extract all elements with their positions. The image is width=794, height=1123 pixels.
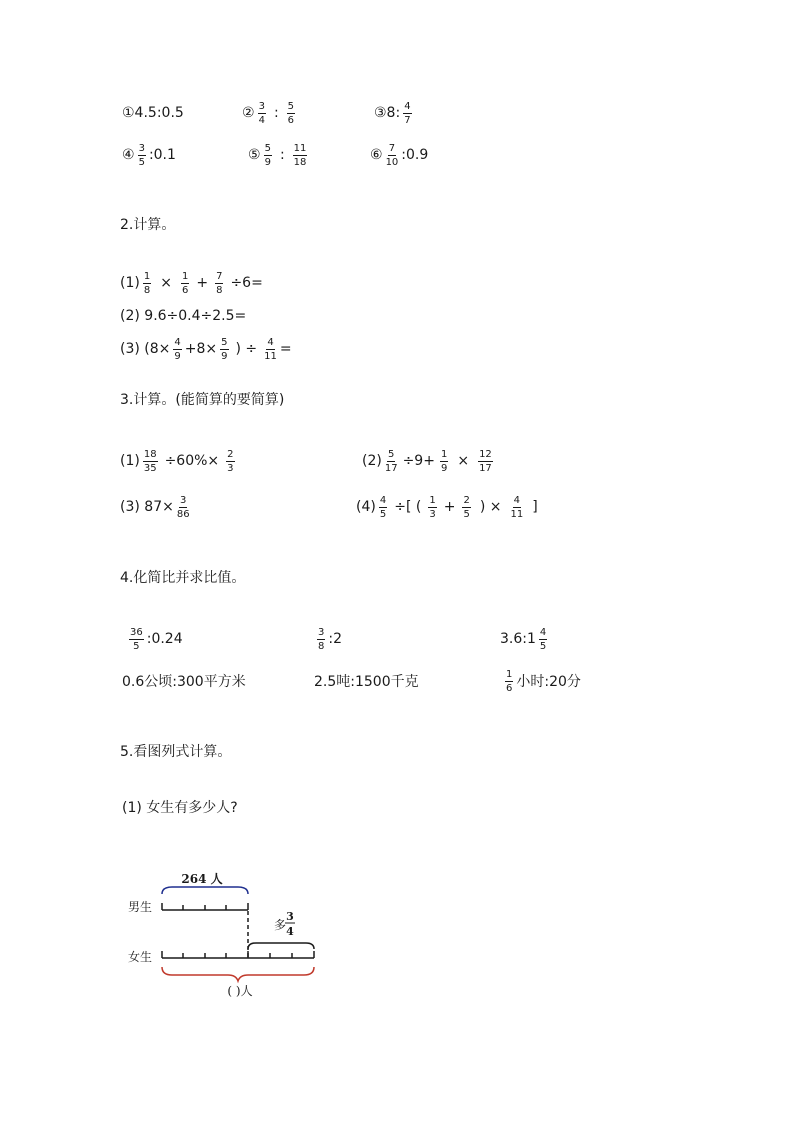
problem-mid: ÷9+ (402, 453, 435, 469)
q3-title: 3.计算。(能简算的要简算) (120, 392, 285, 408)
numerator: 5 (287, 100, 295, 112)
fraction (379, 495, 387, 520)
problem-tail: ÷6= (230, 275, 263, 291)
denominator: 11 (510, 508, 524, 520)
denominator: 3 (227, 462, 234, 474)
denominator: 86 (176, 508, 190, 520)
fraction (287, 101, 295, 126)
q4-item-b (314, 624, 342, 654)
denominator: 9 (440, 462, 448, 474)
fraction (428, 495, 436, 520)
denominator: 9 (174, 350, 181, 362)
ratio-tail: 小时:20分 (516, 674, 581, 690)
q1-item-6 (370, 140, 428, 170)
fraction (177, 495, 190, 520)
ratio-tail: :0.24 (146, 631, 183, 647)
q3-problem-4 (356, 492, 538, 522)
problem-mid: ) ÷ (235, 341, 258, 357)
boys-brace (162, 887, 248, 894)
numerator: 12 (479, 448, 492, 460)
denominator: 6 (181, 284, 189, 296)
problem-mid: ÷[ ( (394, 499, 422, 515)
q5-title: 5.看图列式计算。 (120, 744, 232, 760)
fraction (226, 449, 234, 474)
problem-mid: ) × (479, 499, 502, 515)
q4-item-a (126, 624, 183, 654)
q3-problem-3 (120, 492, 193, 522)
denominator: 6 (287, 114, 295, 126)
numerator: 3 (180, 494, 187, 506)
problem-tail: = (279, 341, 292, 357)
colon: : (279, 147, 285, 163)
q1-item-1 (122, 98, 184, 128)
fraction (143, 271, 151, 296)
ratio-tail: :2 (328, 631, 342, 647)
denominator: 10 (385, 156, 399, 168)
fraction (215, 271, 223, 296)
q1-item-5-label: ⑤ (248, 147, 261, 163)
numerator: 1 (181, 270, 189, 282)
q1-item-6-label: ⑥ (370, 147, 383, 163)
fraction (505, 669, 513, 694)
q2-problem-2 (120, 301, 246, 331)
operator: × (457, 453, 470, 469)
q1-item-4-label: ④ (122, 147, 135, 163)
answer-label: ( )人 (227, 984, 253, 998)
denominator: 5 (539, 640, 547, 652)
fraction (462, 495, 470, 520)
problem-label: (4) (356, 499, 376, 515)
girls-label: 女生 (128, 950, 153, 964)
fraction (143, 449, 158, 474)
denominator: 5 (379, 508, 387, 520)
ratio-head: 3.6:1 (500, 631, 536, 647)
numerator: 36 (130, 626, 143, 638)
denominator: 5 (133, 640, 140, 652)
numerator: 3 (258, 100, 265, 112)
denominator: 8 (216, 284, 223, 296)
fraction (264, 143, 272, 168)
q3-problem-1 (120, 446, 238, 476)
more-label: 多 (274, 918, 287, 932)
boys-count-label: 264 人 (181, 872, 223, 886)
operator: + (443, 499, 456, 515)
numerator: 18 (143, 448, 157, 460)
q1-item-6-tail: :0.9 (401, 147, 429, 163)
fraction (293, 143, 308, 168)
numerator: 4 (174, 336, 181, 348)
denominator: 35 (143, 462, 157, 474)
fraction (440, 449, 448, 474)
numerator: 3 (138, 142, 145, 154)
fraction (478, 449, 493, 474)
problem-label: (3) (8× (120, 341, 171, 357)
problem-label: (1) (120, 453, 140, 469)
denominator: 3 (429, 508, 436, 520)
q1-item-4 (122, 140, 176, 170)
more-brace (248, 943, 314, 949)
fraction (317, 627, 325, 652)
q3-problem-2 (362, 446, 496, 476)
denominator: 5 (138, 156, 145, 168)
numerator: 11 (293, 142, 307, 154)
numerator: 1 (429, 494, 436, 506)
numerator: 5 (264, 142, 271, 154)
fraction (220, 337, 228, 362)
fraction (510, 495, 523, 520)
q1-item-2-label: ② (242, 105, 255, 121)
ratio-text: 0.6公顷:300平方米 (122, 674, 246, 690)
numerator: 4 (513, 494, 521, 506)
numerator: 5 (388, 448, 395, 460)
fraction (539, 627, 547, 652)
denominator: 17 (384, 462, 398, 474)
fraction (264, 337, 277, 362)
q4-item-f (502, 666, 581, 696)
numerator: 7 (388, 142, 396, 154)
q2-problem-3 (120, 334, 292, 364)
q1-item-2 (242, 98, 298, 128)
numerator: 5 (221, 336, 228, 348)
denominator: 6 (506, 682, 513, 694)
fraction (138, 143, 146, 168)
problem-tail: ] (532, 499, 538, 515)
q2-title: 2.计算。 (120, 217, 176, 233)
fraction (173, 337, 181, 362)
colon: : (273, 105, 279, 121)
problem-label: (1) (120, 275, 140, 291)
problem-label: (2) (362, 453, 382, 469)
denominator: 11 (264, 350, 277, 362)
girls-brace (162, 967, 314, 981)
denominator: 7 (404, 114, 411, 126)
fraction (385, 449, 398, 474)
more-frac-denominator: 4 (286, 925, 294, 938)
numerator: 7 (216, 270, 223, 282)
q1-item-1-text: ①4.5:0.5 (122, 105, 184, 121)
numerator: 1 (440, 448, 448, 460)
q1-item-3-label: ③8: (374, 105, 401, 121)
problem-mid: +8× (184, 341, 218, 357)
ratio-text: 2.5吨:1500千克 (314, 674, 419, 690)
numerator: 4 (539, 626, 547, 638)
line-segment-diagram (120, 865, 320, 1005)
denominator: 8 (318, 640, 325, 652)
numerator: 3 (318, 626, 325, 638)
denominator: 5 (463, 508, 470, 520)
operator: + (196, 275, 209, 291)
problem-label: (3) 87× (120, 499, 174, 515)
denominator: 18 (293, 156, 307, 168)
operator: × (160, 275, 172, 291)
numerator: 2 (227, 448, 234, 460)
q4-item-e (314, 666, 419, 696)
denominator: 4 (258, 114, 265, 126)
q5-subquestion: (1) 女生有多少人? (122, 800, 238, 816)
denominator: 8 (143, 284, 151, 296)
problem-text: (2) 9.6÷0.4÷2.5= (120, 308, 247, 324)
problem-mid: ÷60%× (164, 453, 220, 469)
fraction (386, 143, 399, 168)
fraction (403, 101, 411, 126)
numerator: 1 (143, 270, 151, 282)
fraction (258, 101, 266, 126)
q1-item-3 (374, 98, 415, 128)
q2-problem-1 (120, 268, 263, 298)
q1-item-4-tail: :0.1 (148, 147, 176, 163)
q4-item-c (500, 624, 550, 654)
denominator: 9 (264, 156, 271, 168)
numerator: 4 (404, 100, 411, 112)
denominator: 9 (221, 350, 228, 362)
more-frac-numerator: 3 (286, 910, 294, 923)
fraction (129, 627, 144, 652)
q4-title: 4.化简比并求比值。 (120, 570, 246, 586)
numerator: 4 (267, 336, 274, 348)
numerator: 2 (463, 494, 470, 506)
q4-item-d (122, 666, 246, 696)
numerator: 1 (506, 668, 513, 680)
boys-label: 男生 (128, 900, 153, 914)
fraction (181, 271, 189, 296)
numerator: 4 (379, 494, 387, 506)
denominator: 17 (479, 462, 492, 474)
q1-item-5 (248, 140, 310, 170)
